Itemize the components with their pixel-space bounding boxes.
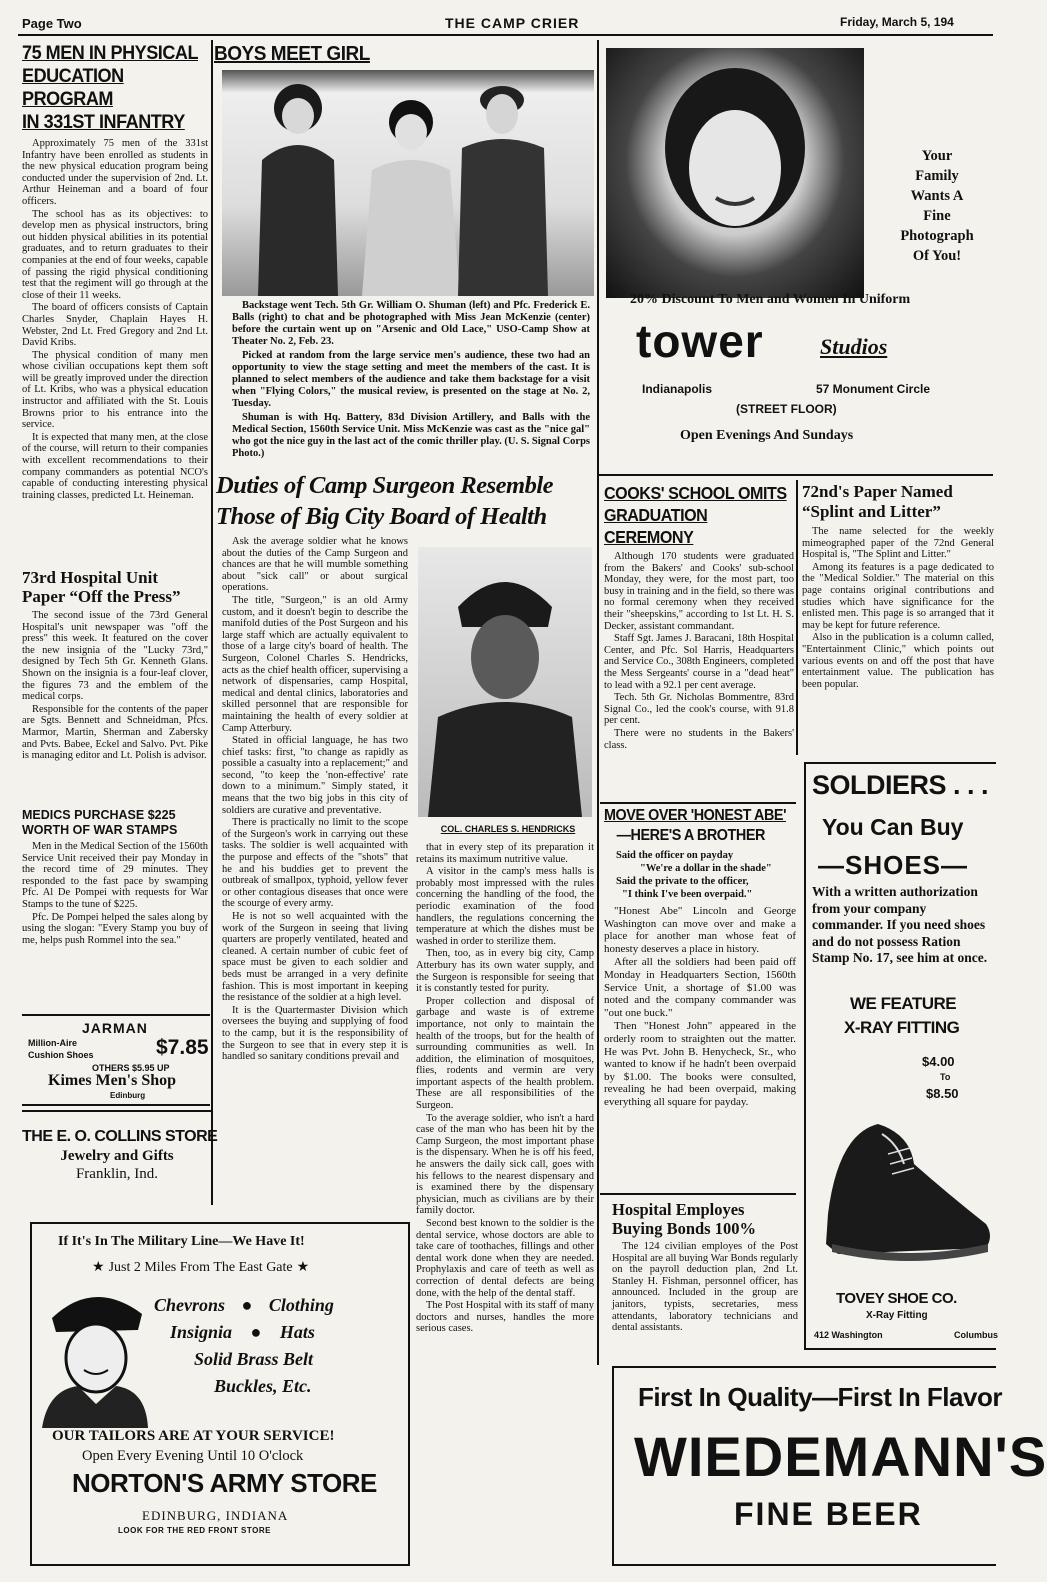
norton-belt-line: Solid Brass Belt [194, 1349, 314, 1369]
tovey-shoe-ad [804, 762, 996, 1350]
studio-portrait [606, 48, 864, 298]
shoe-illustration [818, 1094, 994, 1274]
honest-abe-article [604, 806, 796, 1192]
boys-meet-girl-headline: BOYS MEET GIRL [214, 43, 370, 65]
splint-article [802, 482, 994, 752]
studio-slogan: Your Family Wants A Fine Photograph Of You! [900, 148, 974, 264]
cooks-body: Although 170 students were graduated from the Bakers' and Cooks' sub-school Monday, they were, for the most part, too busy in training and in the field, so there was no formal ceremony when they received their "sheepskins," according to 1st Lt. H. S. Decker, assistant commandant. Staff Sgt. James J. Baracani, 18th Hospital Center, and Pfc. Sol Harris, Headquarters and Service Co., 308th Engineers, completed the Mess Sergeants' course in a "dead heat" to lead with a 92.1 per cent average. Tech. 5th Gr. Nicholas Bommentre, 83rd Signal Co., led the cook's course, with 91.8 per cent. There were no students in the Bakers' class. [604, 551, 794, 751]
norton-buckles-line: Buckles, Etc. [214, 1376, 312, 1396]
norton-hours: Open Every Evening Until 10 O'clock [82, 1448, 304, 1464]
splint-body: The name selected for the weekly mimeographed paper of the 72nd General Hospital is, "The Splint and Litter." Among its features is a page dedicated to the "Medical Soldier." The material on this page contains original contributions and studies which have significance for the enlisted men. This page is so arranged that it may be kept for future reference. Also in the publication is a column called, "Entertainment Clinic," which points out various events on and off the post that have entertainment value. The publication has been popular. [802, 526, 994, 690]
jarman-brand: JARMAN [82, 1020, 148, 1036]
norton-item: Insignia [170, 1322, 233, 1342]
norton-tailors: OUR TAILORS ARE AT YOUR SERVICE! [52, 1428, 335, 1444]
star-icon: ★ [296, 1260, 310, 1275]
surgeon-col2: that in every step of its preparation it retains its maximum nutritive value. A visitor in the camp's mess halls is probably most impressed with the rules concerning the handling of the food, the periodic examination of the food handlers, the regulations concerning the temperature at which the dishes must be washed in order to sterilize them. Then, too, as in every big city, Camp Atterbury has its own water supply, and the Surgeon is responsible for seeing that it is constantly tested for purity. Proper collection and disposal of garbage and waste is of extreme importance, not only to maintain the health of the troops, but for the health of surrounding communities as well. In addition, the elimination of mosquitoes, flies, rodents and vermin are very important aspects of the health problem. These are all responsibilities of the Surgeon. To the average soldier, who isn't a hard case of the man who has been hit by the Camp Surgeon, the most important phase is the dispensary. When he is off his feed, he answers the daily sick call, goes with his fellows to the nearest dispensary and is examined there by the dispensary physician, much as civilians are by their family doctor. Second best known to the soldier is the dental service, whose doctors are able to take care of toothaches, fillings and other dental work done when they are needed. Prophylaxis and care of teeth as well as correction of dental defects are being done, with the help of the dental staff. The Post Hospital with its staff of many doctors and nurses, handles the more serious cases. [416, 842, 594, 1335]
photo-figures [222, 70, 594, 296]
hendricks-photo [418, 547, 592, 817]
studio-logo [636, 315, 966, 384]
collins-line1: Jewelry and Gifts [60, 1148, 174, 1164]
wiedemanns-beer-ad [612, 1366, 1047, 1566]
studio-city: Indianapolis [642, 382, 713, 396]
portrait-figure [418, 547, 592, 817]
medics-article [22, 808, 208, 1008]
bonds-headline: Hospital Employes Buying Bonds 100% [612, 1200, 756, 1238]
shoes-title3: —SHOES— [818, 850, 969, 880]
page-label: Page Two [22, 16, 82, 31]
norton-items [154, 1292, 406, 1400]
physical-ed-headline: 75 MEN IN PHYSICAL EDUCATION PROGRAM IN 331ST INFANTRY [22, 43, 199, 133]
shoes-title2: You Can Buy [822, 814, 964, 840]
shoes-feature2: X-RAY FITTING [844, 1018, 960, 1037]
hospital-paper-article [22, 568, 208, 806]
wiedemann-product: FINE BEER [734, 1496, 923, 1532]
collins-line2: Franklin, Ind. [75, 1166, 159, 1182]
physical-ed-body: Approximately 75 men of the 331st Infantry have been enrolled as students in the new physical education program being conducted under the supervision of 2nd. Lt. Arthur Heineman and a board of four officers. The school has as its objectives: to develop men as physical instructors, bring out hidden physical abilities in its potential graduates, and to return graduates to their companies at the end of four weeks, capable of passing the rigid physical conditioning test that the regiment will go through at the close of their 11 weeks. The board of officers consists of Captain Charles Snyder, Chaplain Hayes H. Webster, 2nd Lt. Fred Gregory and 2nd Lt. David Kribs. The physical condition of many men whose civilian occupations kept them soft will be greatly improved under the direction of Lt. Kribs, who was a physical education instructor and affiliated with the St. Louis Browns prior to his entrance into the service. It is expected that many men, at the close of the course, will return to their companies with excellent recommendations to their company commanders as potential NCO's capable of conducting interesting physical training classes, predicted Lt. Heineman. [22, 138, 209, 501]
issue-date: Friday, March 5, 194 [840, 15, 954, 29]
shoes-price-to: To [940, 1072, 951, 1082]
studio-brand-main: tower [636, 315, 764, 367]
jarman-others: OTHERS $5.95 UP [92, 1063, 170, 1073]
shoes-address: 412 Washington [814, 1330, 883, 1340]
column-rule [211, 40, 213, 1205]
shoes-price-high: $8.50 [926, 1086, 959, 1101]
norton-distance-row [92, 1258, 392, 1278]
boys-meet-girl-caption: Backstage went Tech. 5th Gr. William O. Shuman (left) and Pfc. Frederick E. Balls (right) to chat and be photographed with Miss Jean McKenzie (center) before the curtain went up on "Arsenic and Old Lace," USO-Camp Show at Theater No. 2, Feb. 23. Picked at random from the large service men's audience, these two had an opportunity to view the stage setting and meet the members of the cast. It is planned to select members of the audience and take them backstage for a visit when "Flying Colors," the musical review, is presented on the stage at No. 2, Tuesday. Shuman is with Hq. Battery, 83d Division Artillery, and Balls with the Medical Section, 1560th Service Unit. Miss McKenzie was cast as the "nice gal" who got the nice guy in the last act of the comic thriller play. (U. S. Signal Corps Photo.) [232, 300, 590, 459]
honest-abe-body: "Honest Abe" Lincoln and George Washington can move over and make a place for another man whose feat of honesty deserves a place in history. After all the soldiers had been paid off Monday in Headquarters Section, 1560th Service Unit, a shortage of $1.00 was noted and the company commander was "out one buck." Then "Honest John" appeared in the orderly room to straighten out the matter. He was Pvt. John B. Henycheck, Sr., who wanted to know if he hadn't been overpaid by $1.00. The books were consulted, revealing he had been overpaid, making everything all square for payday. [604, 905, 796, 1108]
hospital-paper-body: The second issue of the 73rd General Hospital's unit newspaper was "off the press" this week. It featured on the cover the new insignia of the "Lucky 73rd," designed by Tech 5th Gr. Kenneth Glans. Shown on the insignia is a four-leaf clover, the figures 73 and the emblem of the medical corps. Responsible for the contents of the paper are Sgts. Bennett and Schneidman, Pfcs. Marmor, Martin, Sherman and Zabersky and Pvts. Babee, Eckel and Salvo. Pvt. Pike is managing editor and Lt. Polish is advisor. [22, 610, 208, 762]
studio-floor: (STREET FLOOR) [736, 402, 837, 416]
jarman-town: Edinburg [110, 1091, 146, 1100]
jarman-store: Kimes Men's Shop [48, 1072, 177, 1089]
wiedemann-line1: First In Quality—First In Flavor [638, 1382, 1002, 1412]
studio-hours: Open Evenings And Sundays [680, 428, 854, 443]
norton-top: If It's In The Military Line—We Have It! [58, 1234, 305, 1249]
studio-discount: 20% Discount To Men and Women In Uniform [630, 292, 911, 307]
star-icon: ★ [92, 1260, 105, 1275]
wiedemann-brand: WIEDEMANN'S [634, 1425, 1047, 1488]
cooks-headline: COOKS' SCHOOL OMITS GRADUATION CEREMONY [604, 483, 787, 547]
jarman-ad [22, 1014, 210, 1106]
jarman-price: $7.85 [156, 1036, 209, 1059]
norton-distance: Just 2 Miles From The East Gate [108, 1260, 293, 1275]
hospital-paper-headline: 73rd Hospital Unit Paper “Off the Press” [22, 568, 181, 606]
collins-name: THE E. O. COLLINS STORE [22, 1128, 218, 1145]
norton-item: Clothing [268, 1295, 334, 1315]
medics-body: Men in the Medical Section of the 1560th Service Unit received their pay Monday in the record time of 29 minutes. They responded to the fast pace by swamping Pfc. Al De Pompei with requests for War Stamps to the tune of $225. Pfc. De Pompei helped the sales along by using the slogan: "Every Stamp you buy of me, helps push Rommel into the sea." [22, 841, 208, 946]
collins-ad [22, 1110, 218, 1204]
shoes-city: Columbus [954, 1330, 998, 1340]
splint-headline: 72nd's Paper Named “Splint and Litter” [802, 482, 953, 521]
norton-town: EDINBURG, INDIANA [142, 1508, 289, 1523]
paper-name: THE CAMP CRIER [445, 15, 580, 31]
physical-ed-article [22, 42, 208, 562]
surgeon-col1: Ask the average soldier what he knows about the duties of the Camp Surgeon and chances are that he will mumble something about "sick call" or about surgical operations. The title, "Surgeon," is an old Army custom, and it doesn't begin to describe the manifold duties of the Post Surgeon and his large staff which are actually equivalent to those of a large city's board of health. The Surgeon, Colonel Charles S. Hendricks, acts as the chief health officer, supervising a network of dispensaries, camp Hospital, medical and dental clinics, laboratories and skilled personnel that are responsible for maintaining the health of every soldier at Camp Atterbury. Stated in official language, he has two chief tasks: first, "to change as rapidly as possible a casualty into a replacement;" and second, "to keep the 'non-effective' rate down to a minimum." Simply stated, it means that the two big jobs in this city of soldiers are curative and preventative. There is practically no limit to the scope of the Surgeon's work in carrying out these tasks. The soldier is well acquainted with the purpose and effects of the "shots" that he and his buddies get to prevent the outbreak of smallpox, typhoid, yellow fever or other contagious diseases that once were the scourge of every army. He is not so well acquainted with the work of the Surgeon in seeing that living quarters are properly ventilated, heated and cleaned. A certain number of cubic feet of space must be given to each soldier and beds must be arranged in a very definite fashion. This is most important in keeping the resistance of the soldier at a high level. It is the Quartermaster Division which oversees the buying and supplying of food to the camp, but it is the responsibility of the Surgeon to see that in every step it is handled so sanitary conditions prevail and [222, 536, 408, 1063]
nortons-army-store-ad [30, 1222, 410, 1566]
soldier-illustration [38, 1278, 150, 1428]
bullet-icon: ● [250, 1322, 262, 1342]
honest-abe-verse: Said the officer on payday "We're a dollar in the shade" Said the private to the officer, "I think I've been overpaid." [616, 850, 772, 900]
column-rule [597, 40, 599, 1365]
shoes-text: With a written authorization from your company commander. If you need shoes and do not possess Ration Stamp No. 17, see him at once. [812, 884, 988, 966]
studio-address: 57 Monument Circle [816, 382, 931, 396]
bonds-article [612, 1200, 798, 1360]
shoes-title1: SOLDIERS . . . [812, 770, 989, 800]
norton-store: NORTON'S ARMY STORE [72, 1468, 377, 1498]
norton-item: Chevrons [154, 1295, 226, 1315]
masthead-rule [18, 34, 993, 36]
shoes-price-low: $4.00 [922, 1054, 955, 1069]
medics-headline: MEDICS PURCHASE $225 WORTH OF WAR STAMPS [22, 808, 178, 837]
shoes-sub: X-Ray Fitting [866, 1310, 928, 1321]
portrait-woman [606, 48, 864, 298]
boys-meet-girl-photo [222, 70, 594, 296]
shoes-feature1: WE FEATURE [850, 994, 957, 1013]
section-rule [598, 474, 993, 476]
norton-look: LOOK FOR THE RED FRONT STORE [118, 1526, 271, 1535]
jarman-line2: Cushion Shoes [28, 1050, 94, 1060]
photo-studio-ad [600, 40, 992, 470]
surgeon-headline: Duties of Camp Surgeon Resemble Those of Big City Board of Health [216, 472, 554, 530]
studio-brand-script: Studios [820, 334, 888, 359]
cooks-article [604, 482, 794, 802]
bullet-icon: ● [241, 1295, 253, 1315]
jarman-line1: Million-Aire [28, 1038, 77, 1048]
section-rule [600, 802, 796, 804]
bonds-body: The 124 civilian employes of the Post Hospital are all buying War Bonds regularly on the payroll deduction plan, 2nd Lt. Stanley H. Fishman, personnel officer, has announced. Included in the group are janitors, typists, secretaries, mess attendants, laboratory technicians and dental assistants. [612, 1241, 798, 1334]
section-rule [600, 1193, 796, 1195]
shoes-store: TOVEY SHOE CO. [836, 1290, 957, 1307]
honest-abe-headline: MOVE OVER 'HONEST ABE' —HERE'S A BROTHER [604, 807, 787, 844]
hendricks-caption: COL. CHARLES S. HENDRICKS [440, 824, 576, 834]
norton-item: Hats [279, 1322, 315, 1342]
